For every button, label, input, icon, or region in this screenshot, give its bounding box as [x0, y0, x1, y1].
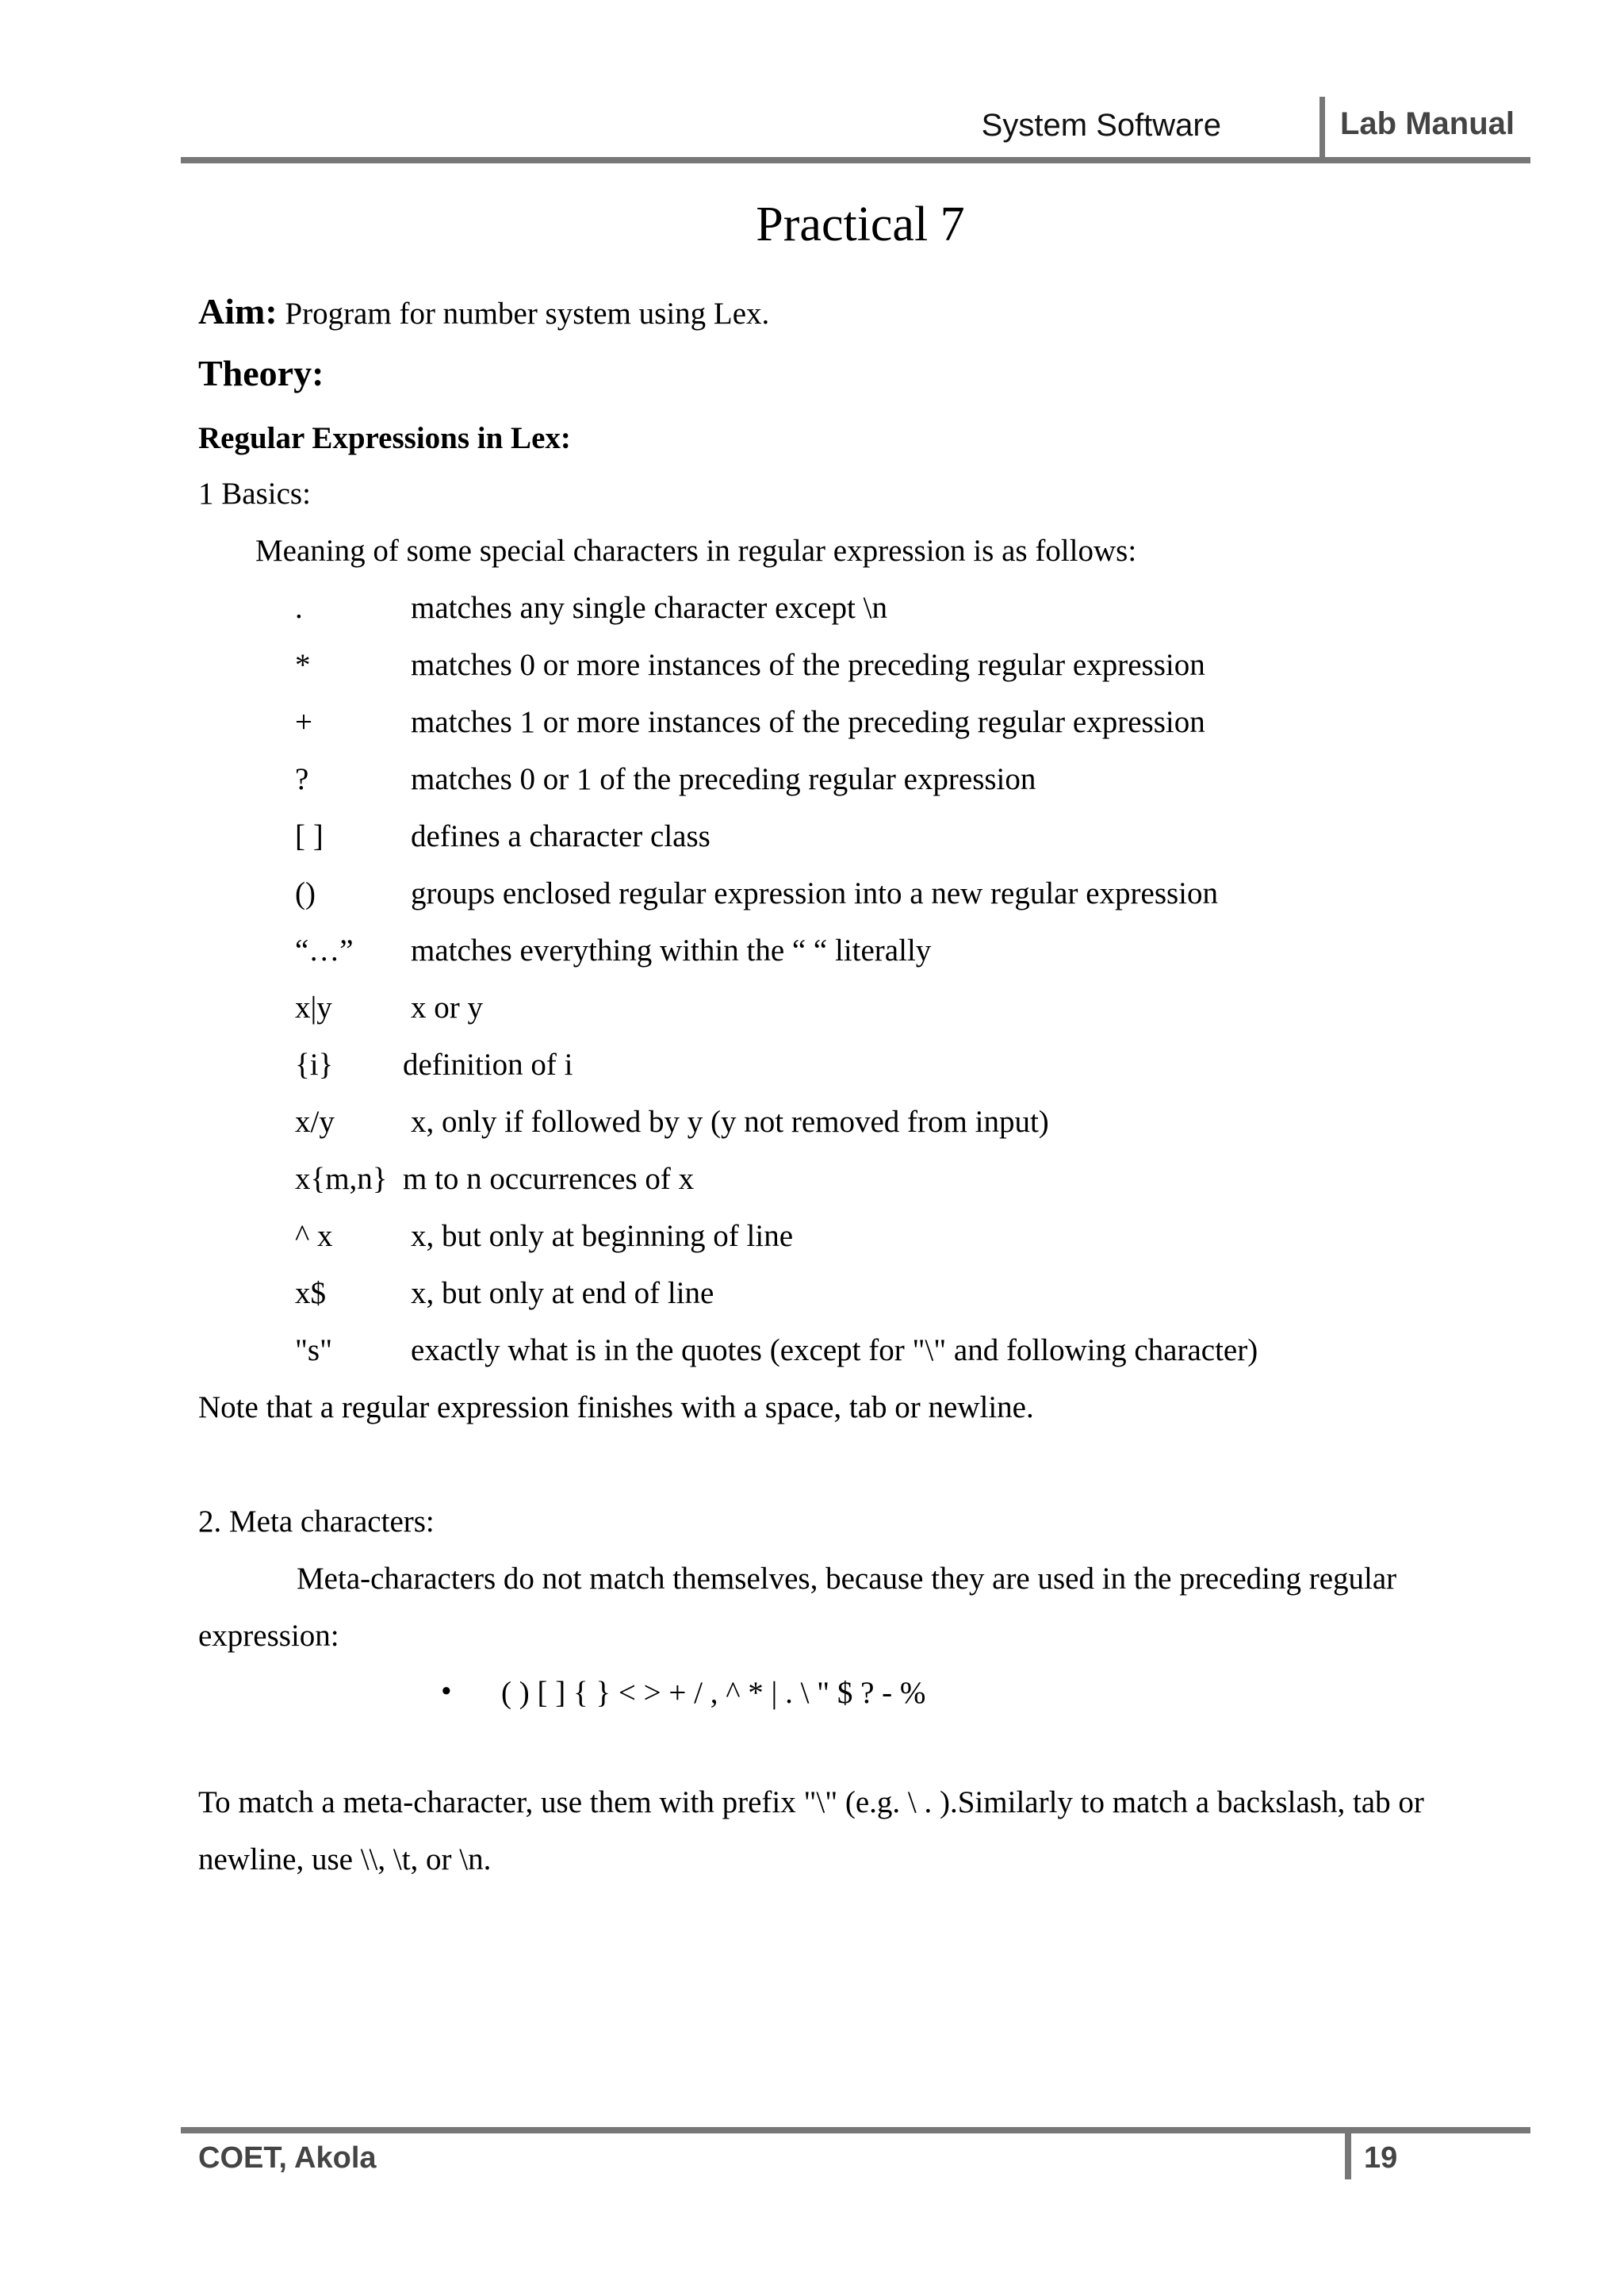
aim-text: Program for number system using Lex.	[277, 297, 770, 331]
basics-heading: 1 Basics:	[198, 477, 311, 511]
meta-paragraph-line-2: expression:	[198, 1619, 339, 1653]
regex-heading: Regular Expressions in Lex:	[198, 421, 571, 455]
header-course: System Software	[981, 108, 1221, 143]
note-line: Note that a regular expression finishes with a space, tab or newline.	[198, 1390, 1034, 1424]
row-symbol: ^ x	[295, 1219, 333, 1253]
row-symbol: x{m,n}	[295, 1162, 388, 1196]
page-title: Practical 7	[756, 197, 965, 251]
table-row	[0, 761, 1624, 801]
table-row	[0, 1332, 1624, 1372]
row-description: matches 0 or more instances of the preceding regular expression	[411, 648, 1205, 682]
row-description: x, but only at end of line	[411, 1276, 714, 1310]
match-paragraph-line-1: To match a meta-character, use them with prefix "\" (e.g. \ . ).Similarly to match a backslash, tab or	[198, 1785, 1424, 1819]
row-description: x, only if followed by y (y not removed from input)	[411, 1105, 1049, 1139]
table-row	[0, 876, 1624, 915]
meta-heading: 2. Meta characters:	[198, 1504, 435, 1539]
table-row	[0, 1218, 1624, 1258]
match-paragraph-line-2: newline, use \\, \t, or \n.	[198, 1842, 492, 1876]
row-symbol: x|y	[295, 991, 332, 1025]
meaning-line: Meaning of some special characters in regular expression is as follows:	[255, 534, 1137, 568]
meta-paragraph-line-1: Meta-characters do not match themselves, because they are used in the preceding regular	[297, 1562, 1397, 1596]
aim-label: Aim:	[198, 291, 278, 332]
page-header	[181, 94, 1530, 162]
row-description: definition of i	[403, 1048, 573, 1082]
table-row	[0, 590, 1624, 630]
footer-rule	[181, 2127, 1530, 2133]
meta-characters-list: ( ) [ ] { } < > + / , ^ * | . \ " $ ? - %	[501, 1676, 926, 1710]
row-symbol: x$	[295, 1276, 326, 1310]
table-row	[0, 1161, 1624, 1201]
bullet-point: •	[441, 1674, 452, 1708]
table-row	[0, 933, 1624, 972]
footer-institute: COET, Akola	[198, 2141, 377, 2175]
aim-line	[198, 290, 769, 332]
row-description: matches 0 or 1 of the preceding regular expression	[411, 762, 1036, 796]
row-description: x, but only at beginning of line	[411, 1219, 794, 1253]
row-symbol: [ ]	[295, 819, 324, 853]
table-row	[0, 1275, 1624, 1315]
table-row	[0, 704, 1624, 744]
theory-heading: Theory:	[198, 353, 324, 393]
row-symbol: +	[295, 705, 312, 739]
header-separator	[1320, 97, 1325, 159]
row-description: m to n occurrences of x	[403, 1162, 695, 1196]
row-description: matches everything within the “ “ literally	[411, 933, 932, 968]
table-row	[0, 990, 1624, 1029]
table-row	[0, 647, 1624, 687]
row-description: groups enclosed regular expression into a new regular expression	[411, 876, 1219, 910]
row-symbol: "s"	[295, 1333, 333, 1367]
row-symbol: ?	[295, 762, 309, 796]
header-rule	[181, 157, 1530, 163]
table-row	[0, 1047, 1624, 1087]
row-description: exactly what is in the quotes (except for "\" and following character)	[411, 1333, 1258, 1367]
row-description: x or y	[411, 991, 483, 1025]
row-description: matches 1 or more instances of the preceding regular expression	[411, 705, 1205, 739]
row-symbol: .	[295, 591, 303, 625]
row-description: matches any single character except \n	[411, 591, 887, 625]
table-row	[0, 1104, 1624, 1144]
row-symbol: *	[295, 648, 311, 682]
row-symbol: ()	[295, 876, 316, 910]
header-manual: Lab Manual	[1340, 106, 1515, 141]
row-description: defines a character class	[411, 819, 710, 853]
row-symbol: {i}	[295, 1048, 334, 1082]
page-number: 19	[1364, 2141, 1398, 2175]
row-symbol: x/y	[295, 1105, 335, 1139]
row-symbol: “…”	[295, 933, 354, 968]
footer-separator	[1345, 2130, 1351, 2179]
table-row	[0, 818, 1624, 858]
